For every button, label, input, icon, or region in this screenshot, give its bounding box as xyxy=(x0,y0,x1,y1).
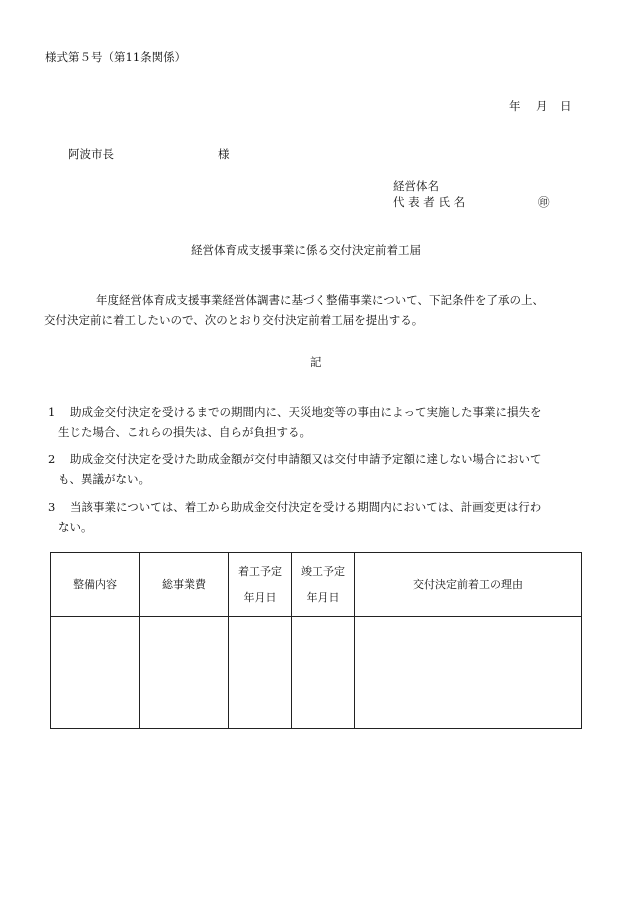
form-number: 様式第５号（第11条関係） xyxy=(45,50,187,64)
condition-item-2 xyxy=(48,449,593,489)
condition-number: 2 xyxy=(48,452,56,466)
condition-number: 1 xyxy=(48,405,56,419)
cell-completion-date xyxy=(292,617,355,729)
intro-paragraph xyxy=(44,290,588,330)
condition-item-3 xyxy=(48,497,593,537)
header-total-cost: 総事業費 xyxy=(140,553,229,617)
cell-maintenance-content xyxy=(51,617,140,729)
intro-line-1: 年度経営体育成支援事業経営体調書に基づく整備事業について、下記条件を了承の上、 xyxy=(96,293,545,307)
condition-line-2: も、異議がない。 xyxy=(58,472,150,486)
cell-reason xyxy=(355,617,582,729)
condition-line-2: ない。 xyxy=(58,520,93,534)
header-reason: 交付決定前着工の理由 xyxy=(355,553,582,617)
date-year: 年 xyxy=(509,99,521,113)
header-completion-date xyxy=(292,553,355,617)
document-title: 経営体育成支援事業に係る交付決定前着工届 xyxy=(191,243,421,257)
ki-heading: 記 xyxy=(310,355,322,369)
table-header-row xyxy=(51,553,582,617)
header-start-date xyxy=(229,553,292,617)
cell-total-cost xyxy=(140,617,229,729)
condition-line-1: 当該事業については、着工から助成金交付決定を受ける期間内においては、計画変更は行わ xyxy=(70,500,542,514)
condition-line-1: 助成金交付決定を受けた助成金額が交付申請額又は交付申請予定額に達しない場合において xyxy=(70,452,542,466)
addressee-name: 阿波市長 xyxy=(68,147,114,161)
entity-name-label: 経営体名 xyxy=(393,179,439,193)
condition-line-1: 助成金交付決定を受けるまでの期間内に、天災地変等の事由によって実施した事業に損失を xyxy=(70,405,542,419)
header-start-bottom: 年月日 xyxy=(243,590,277,604)
representative-label: 代 表 者 氏 名 xyxy=(393,195,466,209)
header-completion-top: 竣工予定 xyxy=(301,564,345,578)
header-start-top: 着工予定 xyxy=(238,564,282,578)
table-row xyxy=(51,617,582,729)
condition-item-1 xyxy=(48,402,593,442)
cell-start-date xyxy=(229,617,292,729)
intro-line-2: 交付決定前に着工したいので、次のとおり交付決定前着工届を提出する。 xyxy=(44,313,424,327)
date-month: 月 xyxy=(536,99,548,113)
header-completion-bottom: 年月日 xyxy=(306,590,340,604)
date-day: 日 xyxy=(560,99,572,113)
addressee-honorific: 様 xyxy=(218,147,230,161)
condition-line-2: 生じた場合、これらの損失は、自らが負担する。 xyxy=(58,425,311,439)
header-maintenance-content: 整備内容 xyxy=(51,553,140,617)
construction-table xyxy=(50,552,582,729)
seal-mark: ㊞ xyxy=(538,195,550,209)
condition-number: 3 xyxy=(48,500,56,514)
